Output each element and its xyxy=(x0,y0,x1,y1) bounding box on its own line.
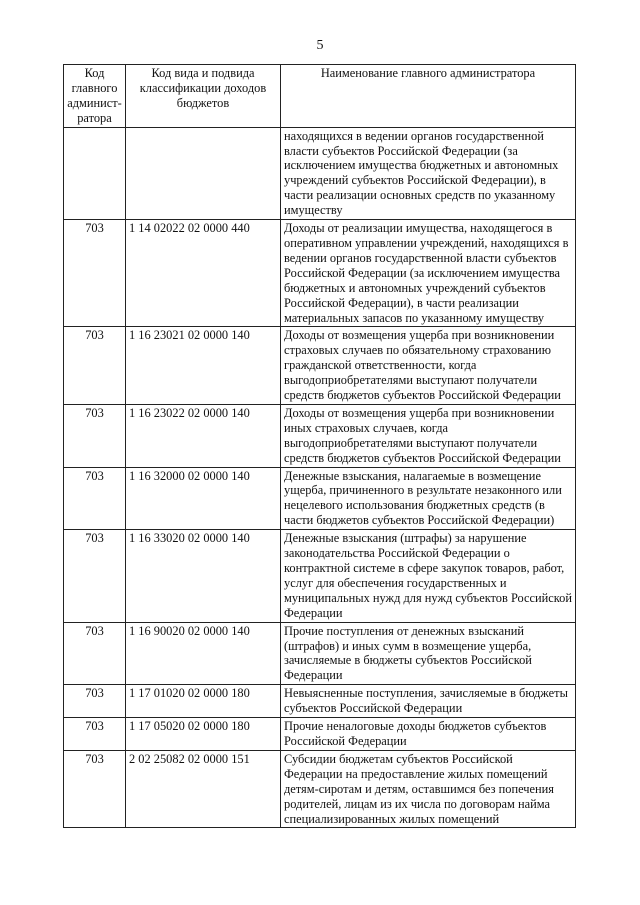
admin-code-cell: 703 xyxy=(64,327,126,405)
admin-code-cell xyxy=(64,127,126,219)
admin-name-cell: Денежные взыскания, налагаемые в возмещение ущерба, причиненного в результате незаконного или нецелевого использования бюджетных средств (в части бюджетов субъектов Российской Федерации) xyxy=(281,467,576,530)
admin-name-cell: Доходы от реализации имущества, находящегося в оперативном управлении учреждений, находящихся в ведении органов государственной власти субъектов Российской Федерации (за исключением имущества бюджетных и автономных учреждений субъектов Российской Федерации), в части реализации материальных запасов по указанному имуществу xyxy=(281,220,576,327)
admin-code-cell: 703 xyxy=(64,220,126,327)
admin-name-cell: Прочие неналоговые доходы бюджетов субъектов Российской Федерации xyxy=(281,718,576,751)
table-row xyxy=(64,530,576,622)
table-row xyxy=(64,404,576,467)
kbk-cell: 1 16 23022 02 0000 140 xyxy=(126,404,281,467)
header-admin-code: Код главного админист-ратора xyxy=(64,65,126,128)
header-kbk: Код вида и подвида классификации доходов бюджетов xyxy=(126,65,281,128)
admin-code-cell: 703 xyxy=(64,718,126,751)
kbk-cell: 1 17 05020 02 0000 180 xyxy=(126,718,281,751)
header-admin-name: Наименование главного администратора xyxy=(281,65,576,128)
kbk-cell: 1 17 01020 02 0000 180 xyxy=(126,685,281,718)
admin-name-cell: Невыясненные поступления, зачисляемые в бюджеты субъектов Российской Федерации xyxy=(281,685,576,718)
kbk-cell xyxy=(126,127,281,219)
page-number: 5 xyxy=(316,38,324,53)
kbk-cell: 1 16 90020 02 0000 140 xyxy=(126,622,281,685)
admin-code-cell: 703 xyxy=(64,530,126,622)
table-row xyxy=(64,685,576,718)
table-row xyxy=(64,750,576,828)
kbk-cell: 1 16 32000 02 0000 140 xyxy=(126,467,281,530)
admin-code-cell: 703 xyxy=(64,750,126,828)
table-row xyxy=(64,220,576,327)
kbk-cell: 1 16 33020 02 0000 140 xyxy=(126,530,281,622)
table-row xyxy=(64,127,576,219)
administrators-table xyxy=(63,64,576,828)
kbk-cell: 2 02 25082 02 0000 151 xyxy=(126,750,281,828)
kbk-cell: 1 16 23021 02 0000 140 xyxy=(126,327,281,405)
admin-name-cell: Денежные взыскания (штрафы) за нарушение законодательства Российской Федерации о контрактной системе в сфере закупок товаров, работ, услуг для обеспечения государственных и муниципальных нужд для нужд субъектов Российской Федерации xyxy=(281,530,576,622)
admin-name-cell: Субсидии бюджетам субъектов Российской Федерации на предоставление жилых помещений детям-сиротам и детям, оставшимся без попечения родителей, лицам из их числа по договорам найма специализированных жилых помещений xyxy=(281,750,576,828)
table-row xyxy=(64,718,576,751)
admin-code-cell: 703 xyxy=(64,467,126,530)
table-row xyxy=(64,622,576,685)
table-row xyxy=(64,467,576,530)
table-row xyxy=(64,327,576,405)
admin-code-cell: 703 xyxy=(64,622,126,685)
table-header-row xyxy=(64,65,576,128)
admin-name-cell: Прочие поступления от денежных взысканий (штрафов) и иных сумм в возмещение ущерба, зачисляемые в бюджеты субъектов Российской Федерации xyxy=(281,622,576,685)
admin-name-cell: Доходы от возмещения ущерба при возникновении страховых случаев по обязательному страхованию гражданской ответственности, когда выгодоприобретателями выступают получатели средств бюджетов субъектов Российской Федерации xyxy=(281,327,576,405)
admin-code-cell: 703 xyxy=(64,404,126,467)
kbk-cell: 1 14 02022 02 0000 440 xyxy=(126,220,281,327)
admin-code-cell: 703 xyxy=(64,685,126,718)
admin-name-cell: Доходы от возмещения ущерба при возникновении иных страховых случаев, когда выгодоприобретателями выступают получатели средств бюджетов субъектов Российской Федерации xyxy=(281,404,576,467)
admin-name-cell: находящихся в ведении органов государственной власти субъектов Российской Федерации (за исключением имущества бюджетных и автономных учреждений субъектов Российской Федерации), в части реализации основных средств по указанному имуществу xyxy=(281,127,576,219)
